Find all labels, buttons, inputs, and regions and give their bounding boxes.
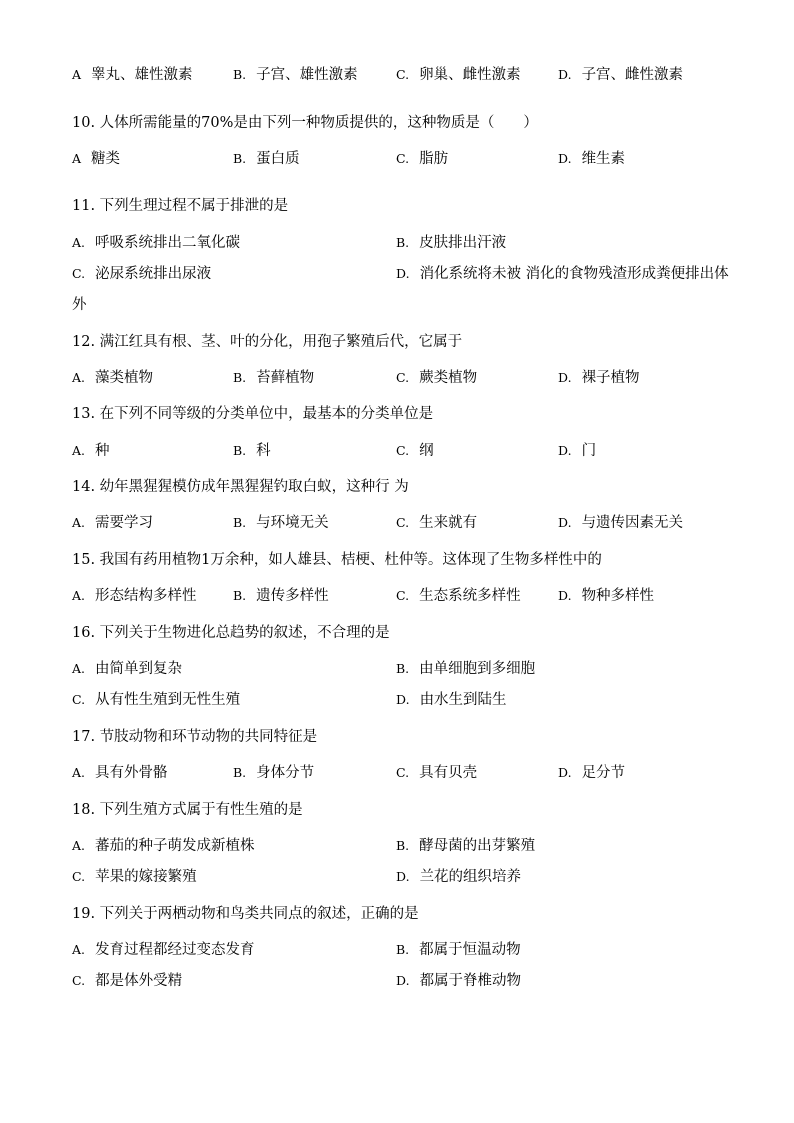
option-letter: C. bbox=[72, 266, 86, 281]
option-text: 身体分节 bbox=[256, 765, 315, 781]
option-letter: D. bbox=[396, 266, 410, 281]
answer-option[interactable] bbox=[233, 147, 300, 171]
question-stem bbox=[0, 111, 794, 135]
options-row bbox=[0, 865, 794, 889]
answer-option[interactable] bbox=[558, 439, 596, 463]
option-text: 与遗传因素无关 bbox=[581, 515, 684, 531]
answer-option[interactable] bbox=[233, 439, 271, 463]
option-letter: D. bbox=[558, 67, 572, 82]
option-text: 兰花的组织培养 bbox=[419, 869, 522, 885]
option-text: 苹果的嫁接繁殖 bbox=[95, 869, 197, 885]
answer-option[interactable] bbox=[396, 938, 521, 962]
option-text: 足分节 bbox=[581, 765, 626, 781]
answer-option[interactable] bbox=[396, 231, 506, 255]
option-letter: A. bbox=[72, 443, 86, 458]
option-text: 都属于恒温动物 bbox=[419, 942, 521, 958]
option-text: 物种多样性 bbox=[581, 588, 655, 604]
question-text: 12. 满江红具有根、茎、叶的分化，用孢子繁殖后代，它属于 bbox=[72, 334, 463, 350]
option-text: 种 bbox=[95, 443, 110, 459]
option-text: 生态系统多样性 bbox=[419, 588, 521, 604]
option-text: 裸子植物 bbox=[581, 370, 640, 386]
option-text: 具有外骨骼 bbox=[95, 765, 168, 781]
option-letter: D. bbox=[558, 443, 572, 458]
option-letter: C. bbox=[72, 869, 86, 884]
option-letter: A. bbox=[72, 838, 86, 853]
option-text: 蕃茄的种子萌发成新植株 bbox=[95, 838, 255, 854]
option-letter: D. bbox=[396, 869, 410, 884]
options-row bbox=[0, 439, 794, 463]
option-text: 遗传多样性 bbox=[256, 588, 329, 604]
question-stem bbox=[0, 621, 794, 645]
answer-option[interactable] bbox=[72, 584, 197, 608]
answer-option[interactable] bbox=[558, 63, 683, 87]
option-text: 由简单到复杂 bbox=[95, 661, 183, 677]
question-text: 外 bbox=[72, 297, 87, 313]
option-letter: B. bbox=[233, 765, 247, 780]
option-text: 发育过程都经过变态发育 bbox=[95, 942, 255, 958]
answer-option[interactable] bbox=[396, 865, 521, 889]
answer-option[interactable] bbox=[72, 262, 211, 286]
option-text: 形态结构多样性 bbox=[95, 588, 197, 604]
option-text: 都属于脊椎动物 bbox=[419, 973, 522, 989]
option-letter: B. bbox=[233, 151, 247, 166]
question-stem bbox=[0, 725, 794, 749]
option-text: 蕨类植物 bbox=[419, 370, 478, 386]
option-letter: C. bbox=[72, 973, 86, 988]
answer-option[interactable] bbox=[396, 511, 477, 535]
question-text: 18. 下列生殖方式属于有性生殖的是 bbox=[72, 802, 303, 818]
option-text: 酵母菌的出芽繁殖 bbox=[419, 838, 536, 854]
answer-option[interactable] bbox=[396, 147, 448, 171]
option-letter: B. bbox=[396, 661, 410, 676]
options-row bbox=[0, 366, 794, 390]
option-text: 子宫、雌性激素 bbox=[581, 67, 684, 83]
answer-option[interactable] bbox=[558, 147, 625, 171]
answer-option[interactable] bbox=[72, 657, 182, 681]
options-row bbox=[0, 262, 794, 286]
option-text: 与环境无关 bbox=[256, 515, 329, 531]
option-text: 消化系统将未被 消化的食物残渣形成粪便排出体 bbox=[419, 266, 729, 282]
answer-option[interactable] bbox=[72, 63, 193, 87]
answer-option[interactable] bbox=[396, 63, 521, 87]
question-text: 19. 下列关于两栖动物和鸟类共同点的叙述，正确的是 bbox=[72, 906, 419, 922]
option-text: 科 bbox=[256, 443, 271, 459]
option-text: 从有性生殖到无性生殖 bbox=[95, 692, 241, 708]
answer-option[interactable] bbox=[233, 366, 314, 390]
option-letter: D. bbox=[396, 692, 410, 707]
answer-option[interactable] bbox=[72, 231, 240, 255]
option-text: 纲 bbox=[419, 443, 434, 459]
option-letter: D. bbox=[558, 151, 572, 166]
question-stem bbox=[0, 194, 794, 218]
question-text: 11. 下列生理过程不属于排泄的是 bbox=[72, 198, 289, 214]
answer-option[interactable] bbox=[233, 63, 358, 87]
option-letter: C. bbox=[396, 443, 410, 458]
options-row bbox=[0, 511, 794, 535]
options-row bbox=[0, 231, 794, 255]
option-text: 子宫、雄性激素 bbox=[256, 67, 358, 83]
option-letter: B. bbox=[233, 67, 247, 82]
option-letter: A bbox=[72, 151, 82, 166]
option-letter: A. bbox=[72, 588, 86, 603]
answer-option[interactable] bbox=[72, 865, 197, 889]
option-letter: C. bbox=[396, 515, 410, 530]
option-text: 皮肤排出汗液 bbox=[419, 235, 507, 251]
option-letter: D. bbox=[558, 588, 572, 603]
question-text: 10. 人体所需能量的70%是由下列一种物质提供的，这种物质是（ ） bbox=[72, 115, 538, 131]
answer-option[interactable] bbox=[396, 657, 535, 681]
answer-option[interactable] bbox=[72, 938, 255, 962]
option-letter: C. bbox=[396, 370, 410, 385]
question-stem bbox=[0, 798, 794, 822]
answer-option[interactable] bbox=[72, 147, 120, 171]
answer-option[interactable] bbox=[72, 511, 153, 535]
answer-option[interactable] bbox=[233, 584, 329, 608]
option-letter: A. bbox=[72, 515, 86, 530]
answer-option[interactable] bbox=[396, 366, 477, 390]
option-text: 糖类 bbox=[91, 151, 121, 167]
options-row bbox=[0, 761, 794, 785]
answer-option[interactable] bbox=[396, 262, 729, 286]
question-stem bbox=[0, 402, 794, 426]
option-letter: C. bbox=[72, 692, 86, 707]
answer-option[interactable] bbox=[72, 366, 153, 390]
question-stem bbox=[0, 902, 794, 926]
option-letter: B. bbox=[233, 588, 247, 603]
question-text: 16. 下列关于生物进化总趋势的叙述，不合理的是 bbox=[72, 625, 390, 641]
option-text: 需要学习 bbox=[95, 515, 154, 531]
option-text: 呼吸系统排出二氧化碳 bbox=[95, 235, 241, 251]
option-letter: A. bbox=[72, 661, 86, 676]
question-stem bbox=[0, 293, 794, 317]
answer-option[interactable] bbox=[558, 366, 640, 390]
question-stem bbox=[0, 330, 794, 354]
answer-option[interactable] bbox=[558, 511, 683, 535]
option-text: 泌尿系统排出尿液 bbox=[95, 266, 212, 282]
answer-option[interactable] bbox=[396, 688, 507, 712]
options-row bbox=[0, 834, 794, 858]
question-stem bbox=[0, 475, 794, 499]
option-letter: A. bbox=[72, 942, 86, 957]
option-letter: C. bbox=[396, 588, 410, 603]
question-stem bbox=[0, 548, 794, 572]
option-letter: C. bbox=[396, 765, 410, 780]
answer-option[interactable] bbox=[72, 688, 240, 712]
option-letter: A. bbox=[72, 370, 86, 385]
option-text: 藻类植物 bbox=[95, 370, 154, 386]
options-row bbox=[0, 147, 794, 171]
answer-option[interactable] bbox=[233, 761, 314, 785]
option-text: 由单细胞到多细胞 bbox=[419, 661, 536, 677]
options-row bbox=[0, 688, 794, 712]
answer-option[interactable] bbox=[396, 834, 535, 858]
answer-option[interactable] bbox=[233, 511, 329, 535]
option-letter: A bbox=[72, 67, 82, 82]
answer-option[interactable] bbox=[396, 439, 434, 463]
answer-option[interactable] bbox=[396, 969, 521, 993]
answer-option[interactable] bbox=[72, 761, 168, 785]
option-letter: B. bbox=[233, 515, 247, 530]
question-text: 13. 在下列不同等级的分类单位中，最基本的分类单位是 bbox=[72, 406, 434, 422]
option-text: 都是体外受精 bbox=[95, 973, 183, 989]
option-letter: B. bbox=[233, 370, 247, 385]
option-letter: C. bbox=[396, 151, 410, 166]
options-row bbox=[0, 938, 794, 962]
option-text: 具有贝壳 bbox=[419, 765, 478, 781]
answer-option[interactable] bbox=[72, 969, 182, 993]
option-letter: A. bbox=[72, 235, 86, 250]
question-text: 14. 幼年黑猩猩模仿成年黑猩猩钓取白蚁，这种行 为 bbox=[72, 479, 409, 495]
options-row bbox=[0, 657, 794, 681]
option-text: 脂肪 bbox=[419, 151, 449, 167]
question-text: 15. 我国有药用植物1万余种，如人雄县、桔梗、杜仲等。这体现了生物多样性中的 bbox=[72, 552, 602, 568]
option-letter: B. bbox=[233, 443, 247, 458]
option-letter: D. bbox=[558, 765, 572, 780]
options-row bbox=[0, 584, 794, 608]
option-text: 睾丸、雄性激素 bbox=[91, 67, 193, 83]
option-text: 蛋白质 bbox=[256, 151, 300, 167]
option-text: 维生素 bbox=[581, 151, 626, 167]
answer-option[interactable] bbox=[396, 761, 477, 785]
option-letter: A. bbox=[72, 765, 86, 780]
option-letter: C. bbox=[396, 67, 410, 82]
option-letter: B. bbox=[396, 838, 410, 853]
option-letter: D. bbox=[558, 370, 572, 385]
answer-option[interactable] bbox=[72, 834, 255, 858]
option-text: 卵巢、雌性激素 bbox=[419, 67, 521, 83]
answer-option[interactable] bbox=[558, 761, 625, 785]
option-letter: B. bbox=[396, 942, 410, 957]
answer-option[interactable] bbox=[396, 584, 521, 608]
answer-option[interactable] bbox=[72, 439, 110, 463]
options-row bbox=[0, 969, 794, 993]
option-text: 生来就有 bbox=[419, 515, 478, 531]
option-text: 由水生到陆生 bbox=[419, 692, 507, 708]
option-text: 苔藓植物 bbox=[256, 370, 315, 386]
question-text: 17. 节肢动物和环节动物的共同特征是 bbox=[72, 729, 318, 745]
answer-option[interactable] bbox=[558, 584, 654, 608]
option-letter: D. bbox=[558, 515, 572, 530]
option-letter: B. bbox=[396, 235, 410, 250]
options-row bbox=[0, 63, 794, 87]
option-text: 门 bbox=[581, 443, 597, 459]
option-letter: D. bbox=[396, 973, 410, 988]
